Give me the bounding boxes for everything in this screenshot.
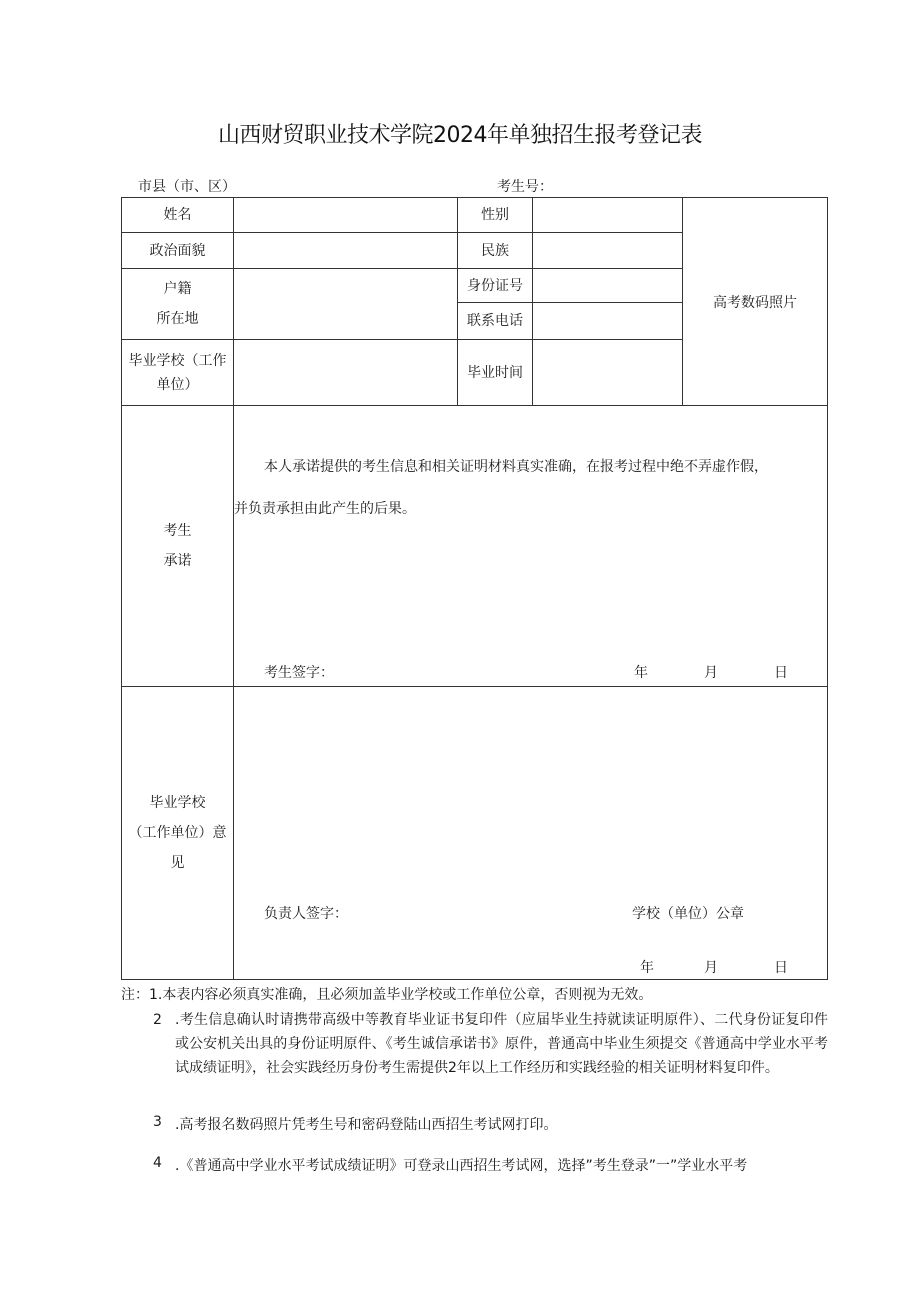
pledge-label-line1: 考生: [163, 523, 192, 539]
student-signature-label: 考生签字：: [264, 665, 334, 681]
note-4-number: 4: [153, 1155, 162, 1171]
phone-label: 联系电话: [458, 303, 533, 340]
household-field[interactable]: [234, 269, 458, 340]
seal-label: 学校（单位）公章: [632, 906, 744, 922]
opinion-label: [122, 687, 234, 980]
notes-prefix: 注：: [121, 987, 149, 1003]
pledge-label: [122, 406, 234, 687]
pledge-cell: [234, 406, 828, 687]
pledge-label-line2: 承诺: [163, 553, 192, 569]
district-label: 市县（市、区）: [138, 179, 236, 195]
opinion-day-label: 日: [774, 960, 788, 976]
registration-form-table: [121, 197, 828, 980]
pledge-text-line1: 本人承诺提供的考生信息和相关证明材料真实准确，在报考过程中绝不弄虚作假，: [264, 459, 768, 475]
graduation-time-field[interactable]: [533, 340, 683, 406]
ethnicity-field[interactable]: [533, 233, 683, 269]
opinion-cell: [234, 687, 828, 980]
note-4-text: .《普通高中学业水平考试成绩证明》可登录山西招生考试网，选择”考生登录”一”学业水平考: [175, 1158, 748, 1174]
note-3-text: .高考报名数码照片凭考生号和密码登陆山西招生考试网打印。: [175, 1117, 558, 1133]
responsible-signature-label: 负责人签字：: [264, 906, 348, 922]
opinion-label-line3: 见: [170, 855, 185, 871]
note-1-text: 1.本表内容必须真实准确，且必须加盖毕业学校或工作单位公章，否则视为无效。: [149, 987, 653, 1003]
opinion-month-label: 月: [704, 960, 718, 976]
page-title: 山西财贸职业技术学院2024年单独招生报考登记表: [218, 123, 702, 148]
exam-number-label: 考生号：: [497, 179, 553, 195]
pledge-text-line2: 并负责承担由此产生的后果。: [234, 501, 416, 517]
note-1: [121, 984, 652, 1004]
political-status-field[interactable]: [234, 233, 458, 269]
note-2-text: .考生信息确认时请携带高级中等教育毕业证书复印件（应届毕业生持就读证明原件）、二代身份证复印件或公安机关出具的身份证明原件、《考生诚信承诺书》原件，普通高中毕业生须提交《普通高中学业水平考试成绩证明》，社会实践经历身份考生需提供2年以上工作经历和实践经验的相关证明材料复印件。: [175, 1012, 828, 1076]
household-label-line1: 户籍: [163, 281, 192, 297]
pledge-day-label: 日: [774, 665, 788, 681]
note-3-number: 3: [153, 1114, 162, 1130]
gender-field[interactable]: [533, 198, 683, 233]
gender-label: 性别: [458, 198, 533, 233]
photo-box: [683, 198, 828, 406]
id-number-label: 身份证号: [458, 269, 533, 303]
school-label: [122, 340, 234, 406]
ethnicity-label: 民族: [458, 233, 533, 269]
school-field[interactable]: [234, 340, 458, 406]
name-field[interactable]: [234, 198, 458, 233]
graduation-time-label: 毕业时间: [458, 340, 533, 406]
opinion-year-label: 年: [640, 960, 654, 976]
opinion-label-line2: （工作单位）意: [128, 825, 227, 841]
household-label: [122, 269, 234, 340]
pledge-year-label: 年: [634, 665, 648, 681]
id-number-field[interactable]: [533, 269, 683, 303]
phone-field[interactable]: [533, 303, 683, 340]
name-label: 姓名: [122, 198, 234, 233]
opinion-label-line1: 毕业学校: [149, 795, 206, 811]
political-status-label: 政治面貌: [122, 233, 234, 269]
household-label-line2: 所在地: [156, 311, 199, 327]
school-label-line1: 毕业学校（工作: [128, 352, 227, 369]
note-2-number: 2: [153, 1012, 162, 1028]
photo-label: 高考数码照片: [713, 294, 797, 311]
school-label-line2: 单位）: [156, 376, 199, 393]
pledge-text: [234, 446, 828, 530]
pledge-month-label: 月: [704, 665, 718, 681]
